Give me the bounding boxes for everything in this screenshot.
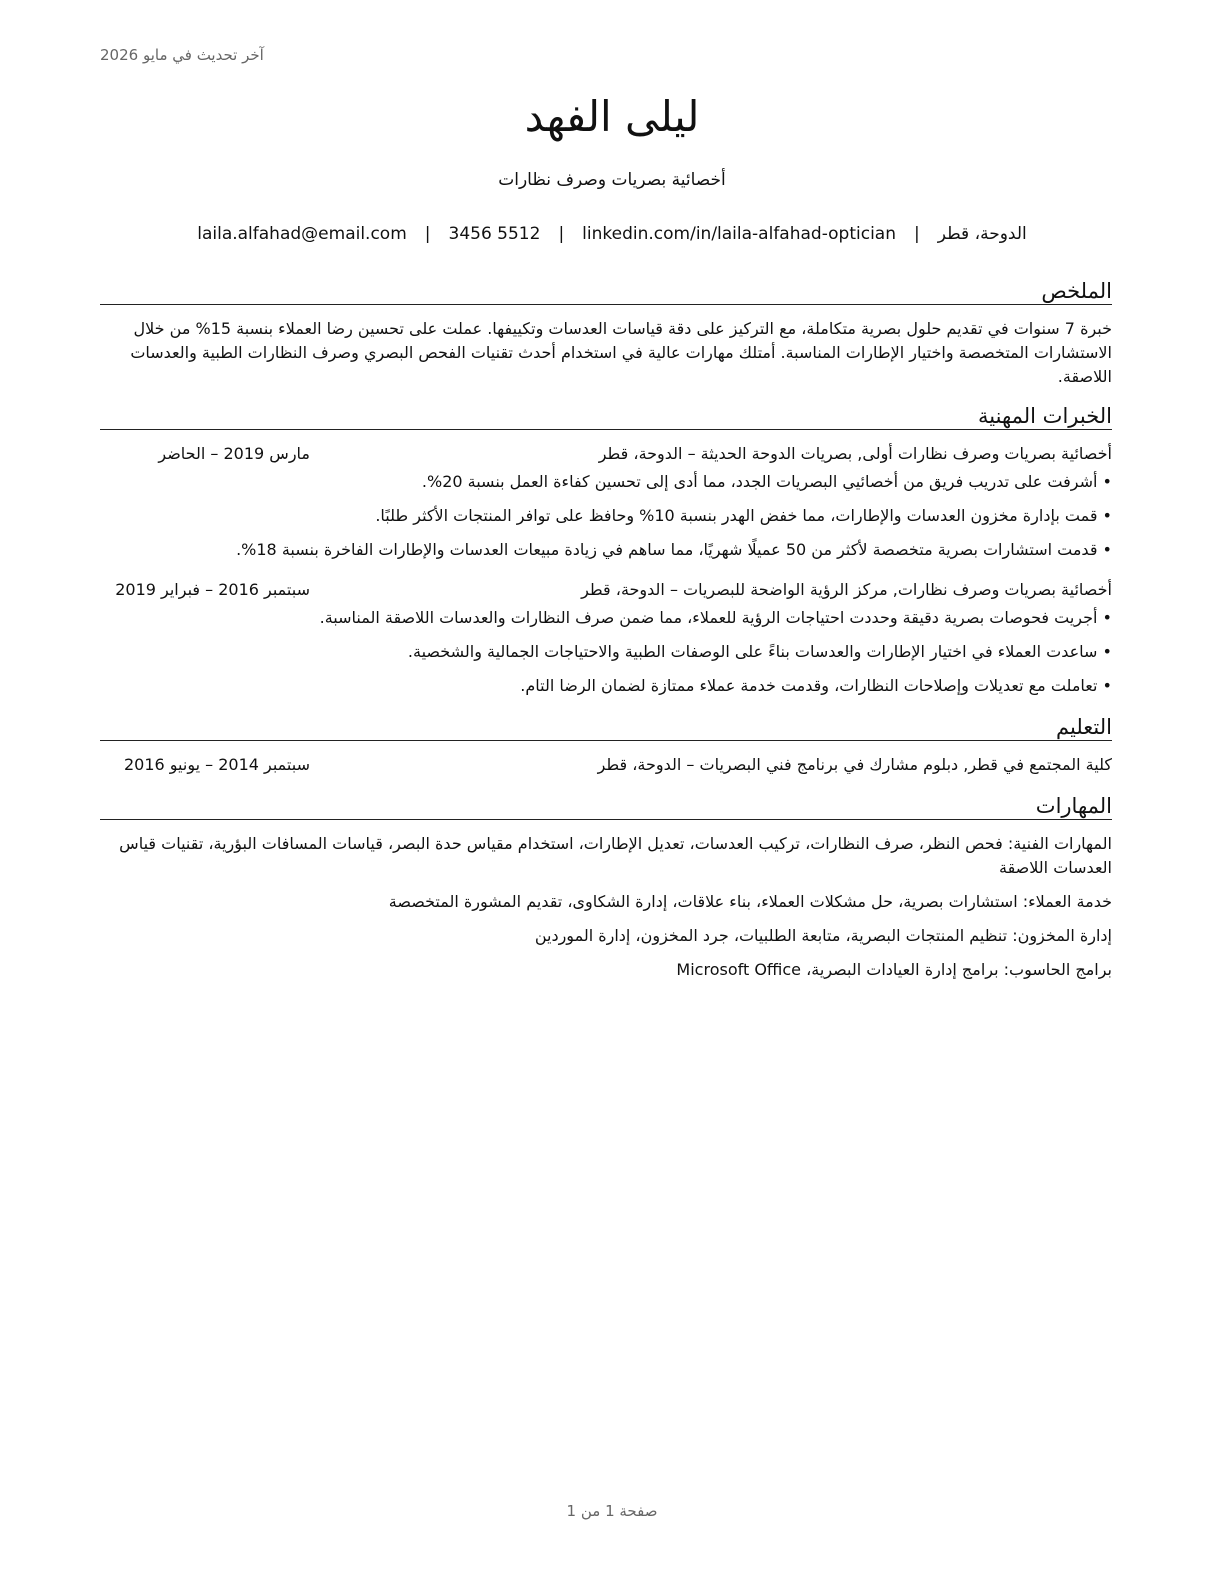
skills-section <box>100 793 1112 982</box>
job-title-company: أخصائية بصريات وصرف نظارات أولى, بصريات الدوحة الحديثة – الدوحة، قطر <box>598 444 1112 463</box>
education-dates: سبتمبر 2014 – يونيو 2016 <box>123 755 310 774</box>
education-title-school: كلية المجتمع في قطر, دبلوم مشارك في برنامج فني البصريات – الدوحة، قطر <box>597 755 1112 774</box>
page-number: صفحة 1 من 1 <box>566 1502 658 1520</box>
job-bullet: • تعاملت مع تعديلات وإصلاحات النظارات، وقدمت خدمة عملاء ممتازة لضمان الرضا التام. <box>100 674 1112 698</box>
job-title-company: أخصائية بصريات وصرف نظارات, مركز الرؤية الواضحة للبصريات – الدوحة، قطر <box>581 580 1112 599</box>
contact-linkedin[interactable]: linkedin.com/in/laila-alfahad-optician <box>582 224 896 244</box>
job-header <box>100 442 1112 466</box>
job-dates: سبتمبر 2016 – فبراير 2019 <box>115 580 310 599</box>
summary-text: خبرة 7 سنوات في تقديم حلول بصرية متكاملة، مع التركيز على دقة قياسات العدسات وتكييفها. عملت على تحسين رضا العملاء بنسبة 15% من خلال الاستشارات المتخصصة واختيار الإطارات المناسبة. أمتلك مهارات عالية في استخدام أحدث تقنيات الفحص البصري وصرف النظارات الطبية والعدسات اللاصقة. <box>130 319 1112 386</box>
candidate-name: ليلى الفهد <box>524 92 700 141</box>
skill-line: المهارات الفنية: فحص النظر، صرف النظارات، تركيب العدسات، تعديل الإطارات، استخدام مقياس حدة البصر، قياسات المسافات البؤرية، تقنيات قياس العدسات اللاصقة <box>119 834 1112 877</box>
job-header <box>100 578 1112 602</box>
section-title-skills: المهارات <box>100 793 1112 820</box>
skill-line: خدمة العملاء: استشارات بصرية، حل مشكلات العملاء، بناء علاقات، إدارة الشكاوى، تقديم المشورة المتخصصة <box>388 892 1112 911</box>
skill-line: برامج الحاسوب: برامج إدارة العيادات البصرية، Microsoft Office <box>676 960 1112 979</box>
job-bullet: • أجريت فحوصات بصرية دقيقة وحددت احتياجات الرؤية للعملاء، مما ضمن صرف النظارات والعدسات اللاصقة المناسبة. <box>100 606 1112 630</box>
job-bullets <box>100 606 1112 698</box>
job-bullet: • قمت بإدارة مخزون العدسات والإطارات، مما خفض الهدر بنسبة 10% وحافظ على توافر المنتجات الأكثر طلبًا. <box>100 504 1112 528</box>
skill-line: إدارة المخزون: تنظيم المنتجات البصرية، متابعة الطلبيات، جرد المخزون، إدارة الموردين <box>534 926 1112 945</box>
education-entry <box>100 753 1112 777</box>
contact-line <box>100 224 1124 244</box>
contact-separator: | <box>558 224 565 244</box>
education-header <box>100 753 1112 777</box>
contact-email[interactable]: laila.alfahad@email.com <box>197 224 407 244</box>
contact-phone: 3456 5512 <box>448 224 541 244</box>
contact-location: الدوحة، قطر <box>937 224 1027 244</box>
summary-section <box>100 278 1112 389</box>
contact-separator: | <box>424 224 431 244</box>
education-section <box>100 714 1112 777</box>
experience-section <box>100 403 1112 698</box>
job-bullet: • ساعدت العملاء في اختيار الإطارات والعدسات بناءً على الوصفات الطبية والاحتياجات الجمالية والشخصية. <box>100 640 1112 664</box>
job-entry <box>100 442 1112 562</box>
job-dates: مارس 2019 – الحاضر <box>158 444 310 463</box>
section-title-education: التعليم <box>100 714 1112 741</box>
job-entry <box>100 578 1112 698</box>
section-title-summary: الملخص <box>100 278 1112 305</box>
job-bullets <box>100 470 1112 562</box>
last-updated-note: آخر تحديث في مايو 2026 <box>100 46 264 64</box>
job-bullet: • أشرفت على تدريب فريق من أخصائيي البصريات الجدد، مما أدى إلى تحسين كفاءة العمل بنسبة 20%. <box>100 470 1112 494</box>
section-title-experience: الخبرات المهنية <box>100 403 1112 430</box>
candidate-headline: أخصائية بصريات وصرف نظارات <box>498 170 726 190</box>
contact-separator: | <box>914 224 920 244</box>
resume-body <box>100 278 1112 992</box>
job-bullet: • قدمت استشارات بصرية متخصصة لأكثر من 50 عميلًا شهريًا، مما ساهم في زيادة مبيعات العدسات والإطارات الفاخرة بنسبة 18%. <box>100 538 1112 562</box>
